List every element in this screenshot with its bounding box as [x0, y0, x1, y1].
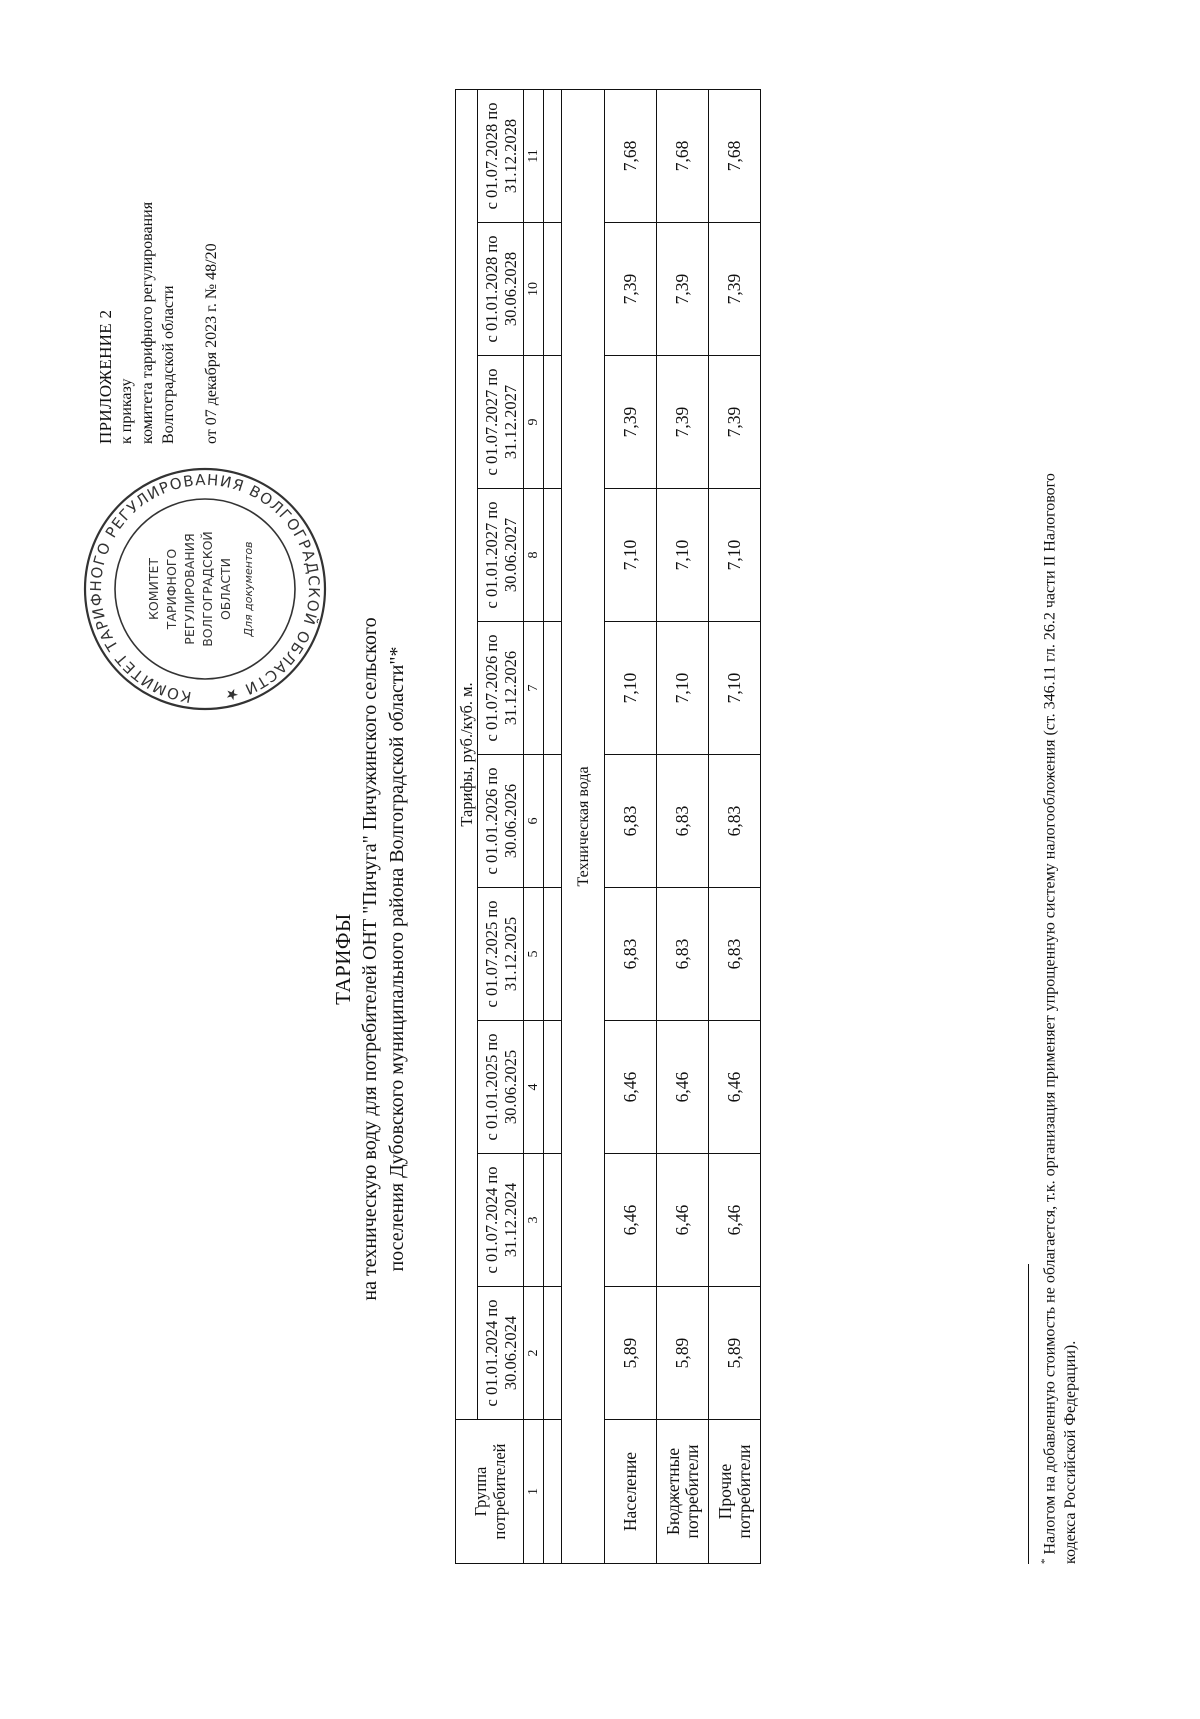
tariff-table [455, 89, 761, 1564]
column-number: 4 [524, 1021, 544, 1154]
column-number: 1 [524, 1420, 544, 1564]
tariff-cell: 6,83 [709, 888, 761, 1021]
tariff-cell: 6,46 [605, 1154, 657, 1287]
column-number: 8 [524, 489, 544, 622]
tariff-cell: 7,10 [605, 489, 657, 622]
group-cell: Население [605, 1420, 657, 1564]
svg-text:ВОЛГОГРАДСКОЙ: ВОЛГОГРАДСКОЙ [200, 531, 215, 647]
group-cell: Прочие потребители [709, 1420, 761, 1564]
tariff-cell: 6,46 [709, 1154, 761, 1287]
tariff-cell: 6,46 [605, 1021, 657, 1154]
svg-text:Для документов: Для документов [242, 541, 255, 637]
period-header: с 01.01.2025 по 30.06.2025 [478, 1021, 524, 1154]
annex-title: ПРИЛОЖЕНИЕ 2 [96, 309, 115, 444]
column-number: 2 [524, 1287, 544, 1420]
tariff-cell: 7,39 [709, 223, 761, 356]
column-number: 10 [524, 223, 544, 356]
tariff-cell: 7,10 [709, 489, 761, 622]
tariff-cell: 7,68 [709, 89, 761, 222]
annex-line-order: к приказу [118, 378, 135, 444]
column-number: 6 [524, 755, 544, 888]
period-header: с 01.07.2028 по 31.12.2028 [478, 89, 524, 222]
group-header: Группа потребителей [456, 1420, 524, 1564]
tariff-cell: 7,68 [605, 89, 657, 222]
tariff-cell: 6,46 [657, 1154, 709, 1287]
table-row [657, 89, 709, 1563]
footnote [1035, 434, 1081, 1564]
tariff-cell: 5,89 [657, 1287, 709, 1420]
period-header: с 01.01.2028 по 30.06.2028 [478, 223, 524, 356]
official-seal-icon [80, 464, 330, 714]
period-header: с 01.07.2026 по 31.12.2026 [478, 622, 524, 755]
column-number: 5 [524, 888, 544, 1021]
column-number: 11 [524, 89, 544, 222]
section-title: Техническая вода [562, 89, 605, 1563]
tariff-cell: 6,83 [605, 888, 657, 1021]
document-subtitle-line1: на техническую воду для потребителей ОНТ "Пичуга" Пичужинского сельского [359, 617, 381, 1301]
table-row [605, 89, 657, 1563]
tariff-cell: 7,39 [657, 356, 709, 489]
footnote-text: Налогом на добавленную стоимость не облагается, т.к. организация применяет упрощенную систему налогообложения (ст. 346.11 гл. 26.2 части II Налогового кодекса Российской Федерации). [1041, 473, 1080, 1564]
tariff-cell: 7,39 [605, 356, 657, 489]
spacer-row [544, 89, 562, 1563]
tariff-cell: 6,83 [605, 755, 657, 888]
group-cell: Бюджетные потребители [657, 1420, 709, 1564]
tariff-cell: 6,83 [709, 755, 761, 888]
column-number-row [524, 89, 544, 1563]
period-header: с 01.01.2026 по 30.06.2026 [478, 755, 524, 888]
tariff-cell: 7,10 [657, 489, 709, 622]
column-number: 3 [524, 1154, 544, 1287]
period-header: с 01.07.2024 по 31.12.2024 [478, 1154, 524, 1287]
svg-text:ОБЛАСТИ: ОБЛАСТИ [218, 557, 233, 621]
column-number: 9 [524, 356, 544, 489]
period-header: с 01.01.2024 по 30.06.2024 [478, 1287, 524, 1420]
tariff-cell: 6,46 [709, 1021, 761, 1154]
svg-text:КОМИТЕТ: КОМИТЕТ [146, 557, 161, 621]
column-number: 7 [524, 622, 544, 755]
annex-line-date: от 07 декабря 2023 г. № 48/20 [203, 243, 220, 444]
tariff-cell: 7,68 [657, 89, 709, 222]
tariff-cell: 7,39 [605, 223, 657, 356]
annex-line-region: Волгоградской области [160, 285, 177, 444]
svg-text:РЕГУЛИРОВАНИЯ: РЕГУЛИРОВАНИЯ [182, 533, 197, 645]
tariff-cell: 7,39 [657, 223, 709, 356]
svg-text:ТАРИФНОГО: ТАРИФНОГО [164, 548, 179, 630]
tariff-header: Тарифы, руб./куб. м. [456, 89, 478, 1419]
tariff-cell: 7,10 [657, 622, 709, 755]
tariff-cell: 5,89 [709, 1287, 761, 1420]
tariff-cell: 6,83 [657, 755, 709, 888]
annex-header [95, 114, 222, 444]
period-header: с 01.07.2025 по 31.12.2025 [478, 888, 524, 1021]
annex-line-committee: комитета тарифного регулирования [139, 201, 156, 444]
period-header-row [478, 89, 524, 1563]
period-header: с 01.01.2027 по 30.06.2027 [478, 489, 524, 622]
svg-text:КОМИТЕТ ТАРИФНОГО РЕГУЛИРОВАНИ: КОМИТЕТ ТАРИФНОГО РЕГУЛИРОВАНИЯ ВОЛГОГРАДСКОЙ ОБЛАСТИ ★ [86, 470, 324, 707]
tariff-cell: 5,89 [605, 1287, 657, 1420]
footnote-separator [1028, 1264, 1029, 1564]
tariff-cell: 7,39 [709, 356, 761, 489]
period-header: с 01.07.2027 по 31.12.2027 [478, 356, 524, 489]
tariff-cell: 7,10 [709, 622, 761, 755]
document-title-block [330, 479, 411, 1439]
document-title: ТАРИФЫ [331, 913, 355, 1005]
table-row [709, 89, 761, 1563]
tariff-cell: 7,10 [605, 622, 657, 755]
footnote-mark: * [1039, 1558, 1051, 1564]
section-row [562, 89, 605, 1563]
tariff-cell: 6,46 [657, 1021, 709, 1154]
tariff-cell: 6,83 [657, 888, 709, 1021]
document-subtitle-line2: поселения Дубовского муниципального района Волгоградской области"* [386, 646, 408, 1272]
